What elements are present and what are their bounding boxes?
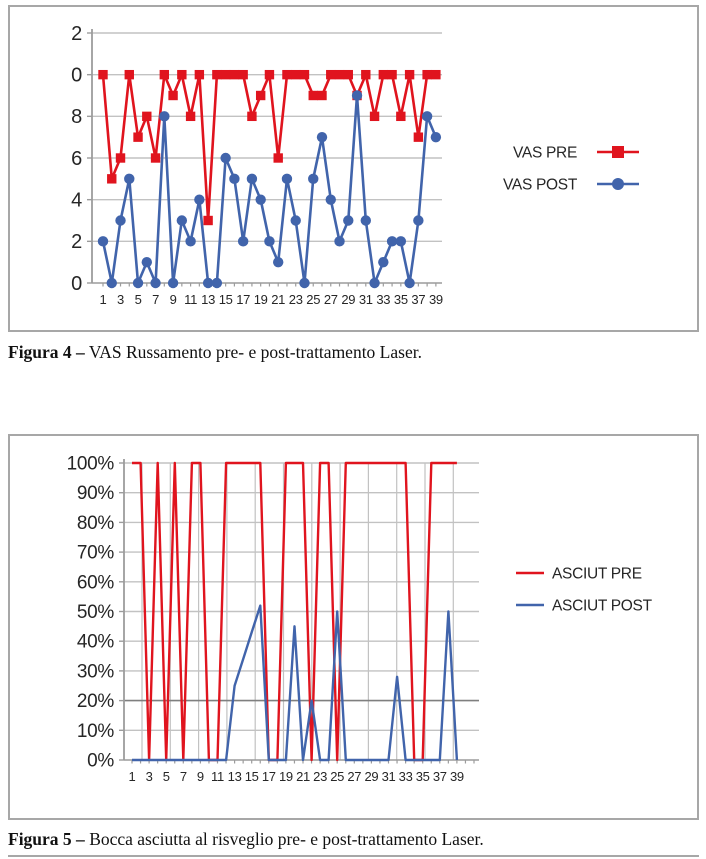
vas-pre-marker	[212, 70, 221, 79]
figure-4-caption	[8, 342, 422, 363]
vas-pre-marker	[168, 91, 177, 100]
x-axis-label: 11	[184, 292, 198, 307]
vas-post-marker	[396, 236, 406, 246]
y-axis-label: 80%	[76, 512, 114, 534]
x-axis-label: 37	[411, 292, 426, 307]
vas-post-marker	[194, 194, 204, 204]
vas-post-marker	[413, 215, 423, 225]
vas-post-legend-marker	[612, 178, 624, 190]
vas-pre-marker	[291, 70, 300, 79]
x-axis-label: 7	[179, 769, 187, 784]
vas-post-marker	[308, 174, 318, 184]
x-axis-label: 27	[347, 769, 362, 784]
figure-4-caption-text: VAS Russamento pre- e post-trattamento Laser.	[84, 342, 422, 362]
figure-5-frame	[8, 434, 699, 820]
vas-post-marker	[107, 278, 117, 288]
vas-post-marker	[185, 236, 195, 246]
vas-pre-marker	[326, 70, 335, 79]
y-axis-label: 90%	[76, 483, 114, 505]
x-axis-label: 15	[218, 292, 233, 307]
vas-pre-marker	[195, 70, 204, 79]
vas-pre-marker	[317, 91, 326, 100]
x-axis-label: 21	[296, 769, 310, 784]
vas-pre-marker	[405, 70, 414, 79]
x-axis-label: 33	[398, 769, 413, 784]
y-axis-label: 2	[71, 231, 82, 254]
x-axis-label: 19	[253, 292, 268, 307]
vas-post-marker	[177, 215, 187, 225]
vas-pre-marker	[387, 70, 396, 79]
vas-post-marker	[422, 111, 432, 121]
vas-pre-marker	[422, 70, 431, 79]
x-axis-label: 9	[169, 292, 177, 307]
asciut-post-legend-label: ASCIUT POST	[552, 597, 652, 615]
vas-post-marker	[229, 174, 239, 184]
x-axis-label: 39	[449, 769, 464, 784]
vas-post-marker	[124, 174, 134, 184]
vas-pre-marker	[203, 216, 212, 225]
x-axis-label: 25	[330, 769, 345, 784]
vas-post-marker	[264, 236, 274, 246]
vas-post-marker	[255, 194, 265, 204]
vas-post-marker	[98, 236, 108, 246]
y-axis-label: 6	[71, 147, 82, 170]
x-axis-label: 23	[313, 769, 328, 784]
y-axis-label: 20%	[76, 691, 114, 713]
vas-post-legend-label: VAS POST	[503, 176, 577, 194]
figure-4-caption-label: Figura 4 –	[8, 342, 85, 362]
vas-pre-marker	[116, 153, 125, 162]
vas-pre-marker	[125, 70, 134, 79]
vas-pre-marker	[133, 132, 142, 141]
vas-pre-marker	[142, 112, 151, 121]
vas-post-marker	[220, 153, 230, 163]
y-axis-label: 10%	[76, 720, 114, 742]
x-axis-label: 29	[364, 769, 379, 784]
x-axis-label: 39	[428, 292, 443, 307]
y-axis-label: 70%	[76, 542, 114, 564]
x-axis-label: 33	[376, 292, 391, 307]
x-axis-label: 13	[201, 292, 216, 307]
asciut-pre-legend-label: ASCIUT PRE	[552, 565, 642, 583]
vas-pre-marker	[370, 112, 379, 121]
x-axis-label: 29	[341, 292, 356, 307]
vas-post-marker	[299, 278, 309, 288]
x-axis-label: 11	[211, 769, 224, 784]
x-axis-label: 31	[358, 292, 373, 307]
x-axis-label: 5	[162, 769, 170, 784]
vas-pre-marker	[431, 70, 440, 79]
vas-pre-marker	[186, 112, 195, 121]
vas-chart	[10, 7, 697, 330]
figure-5-caption-text: Bocca asciutta al risveglio pre- e post-trattamento Laser.	[84, 829, 484, 849]
vas-pre-marker	[177, 70, 186, 79]
vas-post-marker	[369, 278, 379, 288]
x-axis-label: 7	[152, 292, 160, 307]
vas-pre-marker	[309, 91, 318, 100]
y-axis-label: 0	[71, 64, 82, 87]
x-axis-label: 19	[278, 769, 293, 784]
vas-pre-marker	[361, 70, 370, 79]
vas-pre-marker	[247, 112, 256, 121]
vas-post-marker	[273, 257, 283, 267]
vas-post-marker	[133, 278, 143, 288]
vas-pre-line	[103, 75, 436, 221]
vas-pre-marker	[396, 112, 405, 121]
vas-post-marker	[212, 278, 222, 288]
vas-pre-marker	[256, 91, 265, 100]
vas-pre-marker	[344, 70, 353, 79]
vas-post-marker	[150, 278, 160, 288]
vas-post-marker	[238, 236, 248, 246]
x-axis-label: 3	[145, 769, 153, 784]
x-axis-label: 27	[323, 292, 338, 307]
vas-post-marker	[378, 257, 388, 267]
x-axis-label: 15	[244, 769, 259, 784]
figure-5-caption	[8, 829, 484, 850]
y-axis-label: 2	[71, 22, 82, 45]
vas-pre-marker	[282, 70, 291, 79]
vas-pre-marker	[379, 70, 388, 79]
y-axis-label: 0	[71, 272, 82, 295]
vas-pre-marker	[265, 70, 274, 79]
vas-post-marker	[115, 215, 125, 225]
vas-pre-marker	[160, 70, 169, 79]
x-axis-label: 23	[288, 292, 303, 307]
x-axis-label: 31	[381, 769, 396, 784]
vas-post-marker	[404, 278, 414, 288]
vas-post-marker	[334, 236, 344, 246]
x-axis-label: 35	[393, 292, 408, 307]
vas-pre-marker	[151, 153, 160, 162]
x-axis-label: 3	[117, 292, 124, 307]
x-axis-label: 17	[261, 769, 276, 784]
x-axis-label: 9	[196, 769, 204, 784]
vas-post-marker	[317, 132, 327, 142]
y-axis-label: 8	[71, 106, 82, 129]
x-axis-label: 35	[415, 769, 430, 784]
vas-post-marker	[168, 278, 178, 288]
vas-pre-legend-marker	[612, 146, 624, 158]
vas-post-marker	[326, 194, 336, 204]
x-axis-label: 13	[227, 769, 242, 784]
y-axis-label: 4	[71, 189, 82, 212]
vas-pre-legend-label: VAS PRE	[513, 144, 577, 162]
y-axis-label: 40%	[76, 631, 114, 653]
vas-post-marker	[142, 257, 152, 267]
vas-pre-marker	[238, 70, 247, 79]
y-axis-label: 0%	[87, 750, 114, 772]
vas-pre-marker	[300, 70, 309, 79]
y-axis-label: 60%	[76, 572, 114, 594]
vas-post-marker	[431, 132, 441, 142]
y-axis-label: 30%	[76, 661, 114, 683]
x-axis-label: 1	[128, 769, 136, 784]
vas-post-marker	[343, 215, 353, 225]
x-axis-label: 1	[99, 292, 107, 307]
vas-pre-marker	[274, 153, 283, 162]
next-figure-top-edge	[8, 855, 699, 859]
vas-pre-marker	[335, 70, 344, 79]
x-axis-label: 17	[236, 292, 251, 307]
vas-post-marker	[282, 174, 292, 184]
vas-post-marker	[361, 215, 371, 225]
vas-post-marker	[352, 90, 362, 100]
vas-post-marker	[247, 174, 257, 184]
figure-5-caption-label: Figura 5 –	[8, 829, 85, 849]
x-axis-label: 21	[271, 292, 286, 307]
figure-4-frame	[8, 5, 699, 332]
y-axis-label: 100%	[66, 453, 114, 475]
vas-pre-marker	[414, 132, 423, 141]
x-axis-label: 25	[306, 292, 321, 307]
vas-pre-marker	[230, 70, 239, 79]
vas-pre-marker	[221, 70, 230, 79]
asciut-chart	[10, 436, 697, 818]
vas-post-marker	[159, 111, 169, 121]
y-axis-label: 50%	[76, 601, 114, 623]
vas-post-marker	[291, 215, 301, 225]
vas-pre-marker	[107, 174, 116, 183]
vas-post-line	[103, 96, 436, 284]
vas-pre-marker	[98, 70, 107, 79]
x-axis-label: 5	[134, 292, 142, 307]
x-axis-label: 37	[432, 769, 447, 784]
